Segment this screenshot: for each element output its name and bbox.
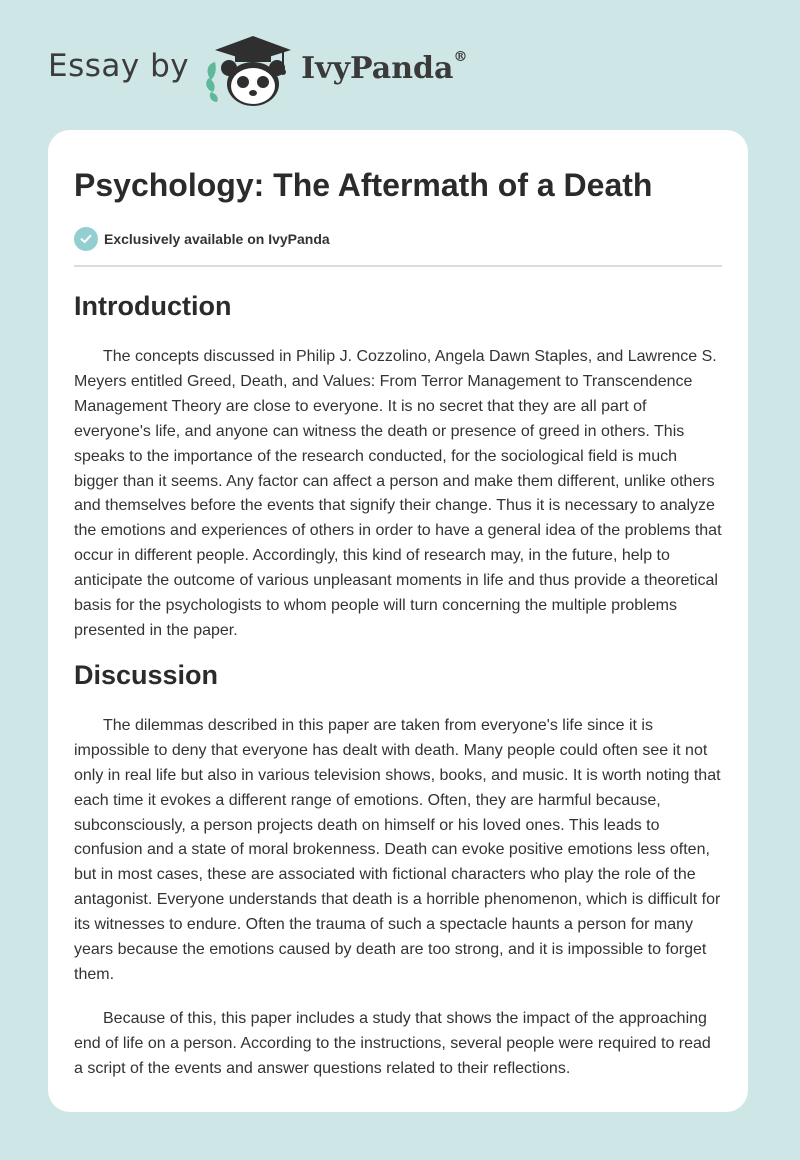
panda-logo-icon[interactable] — [203, 30, 303, 110]
page-title: Psychology: The Aftermath of a Death — [74, 167, 653, 203]
brand-name[interactable]: IvyPanda® — [301, 48, 468, 86]
discussion-paragraph-2: Because of this, this paper includes a study that shows the impact of the approaching end of life on a person. According to the instructions, several people were required to read a script of the events and answer questions related to their reflections. — [74, 1009, 711, 1077]
introduction-paragraph: The concepts discussed in Philip J. Cozzolino, Angela Dawn Staples, and Lawrence S. Meyers entitled Greed, Death, and Values: From Terror Management to Transcendence Management Theory are close to everyone. It is no secret that they are all part of everyone's life, and anyone can witness the death or presence of greed in others. This speaks to the importance of the research conducted, for the sociological field is much bigger than it seems. Any factor can affect a person and make them different, unlike others and themselves before the events that signify their change. Thus it is necessary to analyze the emotions and experiences of others in order to have a general idea of the problems that occur in different people. Accordingly, this kind of research may, in the future, help to anticipate the outcome of various unpleasant moments in life and thus provide a theoretical basis for the psychologists to whom people will turn concerning the multiple problems presented in the paper. — [74, 348, 722, 639]
site-header — [48, 30, 467, 110]
exclusive-badge — [74, 226, 722, 252]
article-card — [48, 130, 748, 1112]
essay-by-label: Essay by — [48, 48, 190, 84]
section-heading-discussion: Discussion — [74, 659, 219, 690]
check-circle-icon — [74, 227, 98, 251]
title-divider — [74, 265, 722, 267]
exclusive-badge-label: Exclusively available on IvyPanda — [104, 231, 330, 247]
registered-mark: ® — [453, 48, 468, 65]
discussion-paragraph-1: The dilemmas described in this paper are taken from everyone's life since it is impossible to deny that everyone has dealt with death. Many people could often see it not only in real life but also in various television shows, books, and music. It is worth noting that each time it evokes a different range of emotions. Often, they are harmful because, subconsciously, a person projects death on himself or his loved ones. This leads to confusion and a state of moral brokenness. Death can evoke positive emotions less often, but in most cases, these are associated with fictional characters who play the role of the antagonist. Everyone understands that death is a horrible phenomenon, which is difficult for its witnesses to endure. Often the trauma of such a spectacle haunts a person for many years because the emotions caused by death are too strong, and it is impossible to forget them. — [74, 716, 721, 983]
section-heading-introduction: Introduction — [74, 291, 232, 321]
